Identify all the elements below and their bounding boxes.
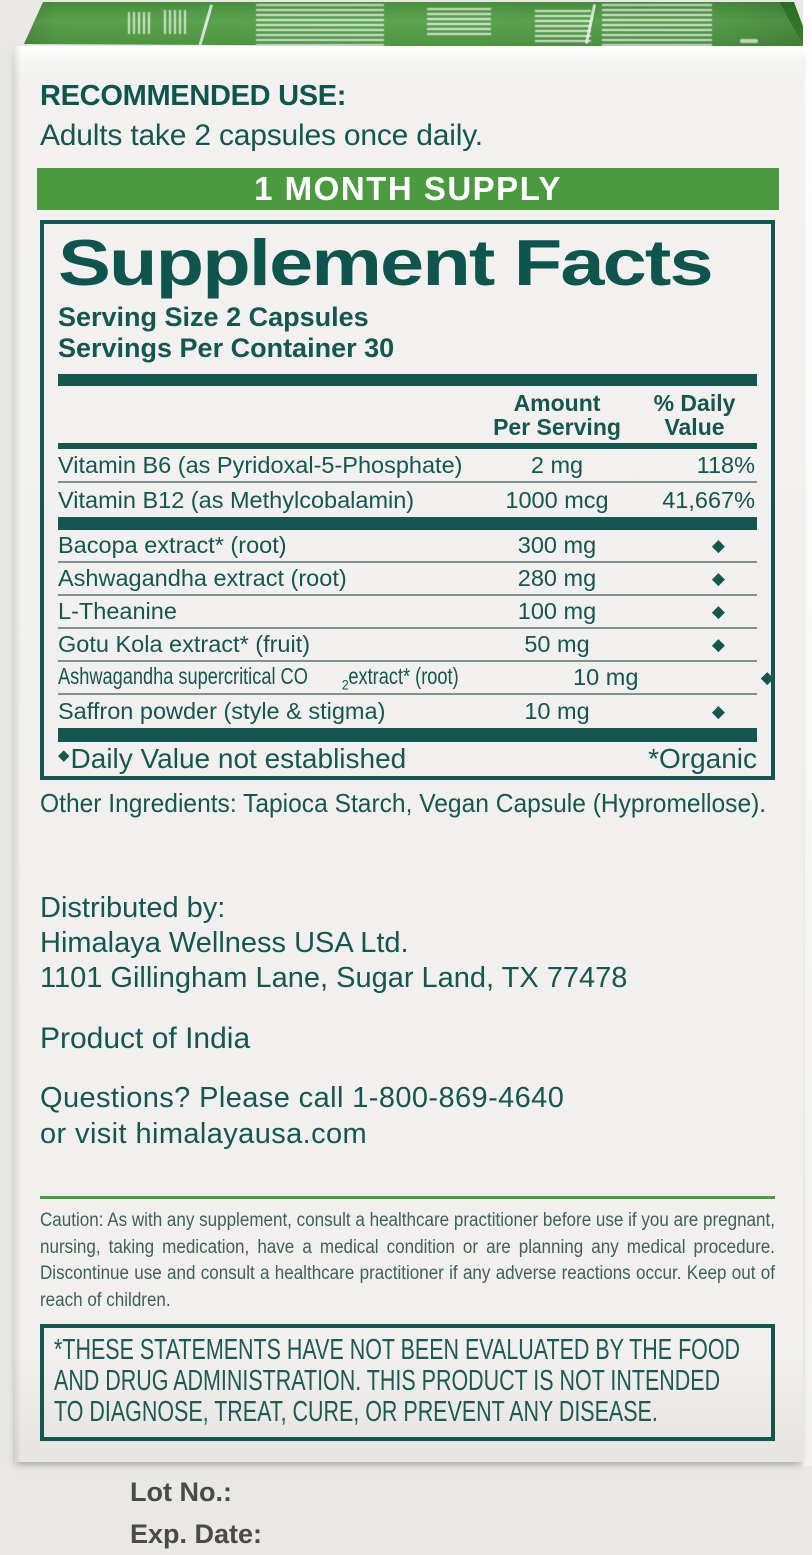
box-top-flap xyxy=(0,0,812,52)
distributor-block xyxy=(40,891,775,996)
servings-per-container: Servings Per Container 30 xyxy=(58,333,395,363)
flap-print-decoration xyxy=(128,12,152,34)
diamond-icon: ◆ xyxy=(711,701,725,721)
lot-number-label: Lot No.: xyxy=(130,1477,232,1507)
diamond-icon: ◆ xyxy=(711,634,725,654)
table-footnote: ◆Daily Value not established *Organic xyxy=(58,743,757,774)
box-right-edge xyxy=(803,0,812,1466)
flap-print-decoration xyxy=(740,39,758,43)
serving-size: Serving Size 2 Capsules xyxy=(58,302,369,332)
fda-disclaimer-box: *THESE STATEMENTS HAVE NOT BEEN EVALUATED BY THE FOOD AND DRUG ADMINISTRATION. THIS PRODUCT IS NOT INTENDED TO DIAGNOSE, TREAT, CURE, OR PREVENT ANY DISEASE. xyxy=(40,1324,775,1441)
divider-bar xyxy=(58,728,757,742)
flap-divider-line xyxy=(198,4,213,47)
flap-print-decoration xyxy=(427,8,491,36)
flap-print-decoration xyxy=(164,10,188,34)
box-back-face xyxy=(13,46,803,1549)
diamond-icon: ◆ xyxy=(760,667,774,687)
table-row: Vitamin B6 (as Pyridoxal-5-Phosphate) 2 mg 118% xyxy=(58,449,757,483)
diamond-icon: ◆ xyxy=(711,568,725,588)
caution-text: Caution: As with any supplement, consult a healthcare practitioner before use if you are pregnant, nursing, taking medication, have a medical condition or are planning any medical procedure. Discontinue use and consult a healthcare practitioner if any adverse reactions occur. Keep out of reach of children. xyxy=(40,1210,775,1311)
daily-value-column-header: % Daily Value xyxy=(653,390,736,440)
diamond-icon: ◆ xyxy=(58,747,70,764)
flap-print-decoration xyxy=(602,4,712,46)
table-row: Ashwagandha extract (root) 280 mg ◆ xyxy=(58,563,757,596)
other-ingredients: Other Ingredients: Tapioca Starch, Vegan Capsule (Hypromellose). xyxy=(40,788,767,818)
distributor-name: Himalaya Wellness USA Ltd. xyxy=(40,927,409,959)
flap-divider-line xyxy=(585,4,596,44)
amount-column-header: Amount Per Serving xyxy=(493,390,621,440)
flap-print-decoration xyxy=(256,4,384,48)
recommended-use-text: Adults take 2 capsules once daily. xyxy=(40,119,483,152)
supplement-facts-panel xyxy=(40,220,775,780)
box-top-flap-face xyxy=(0,0,812,52)
diamond-icon: ◆ xyxy=(711,601,725,621)
diamond-icon: ◆ xyxy=(711,535,725,555)
table-row: Bacopa extract* (root) 300 mg ◆ xyxy=(58,530,757,563)
contact-block xyxy=(40,1080,775,1152)
green-divider-line xyxy=(40,1196,775,1199)
lot-exp-block xyxy=(130,1471,775,1555)
recommended-use-heading: RECOMMENDED USE: xyxy=(40,80,347,112)
product-of-india: Product of India xyxy=(40,1022,251,1055)
divider-bar xyxy=(58,374,757,386)
table-row: Saffron powder (style & stigma) 10 mg ◆ xyxy=(58,695,757,728)
contact-website: or visit himalayausa.com xyxy=(40,1118,368,1150)
contact-phone: Questions? Please call 1-800-869-4640 xyxy=(40,1082,565,1114)
organic-note: *Organic xyxy=(648,743,757,774)
exp-date-label: Exp. Date: xyxy=(130,1519,263,1549)
table-header xyxy=(58,386,757,443)
divider-bar xyxy=(58,517,757,530)
table-row: Ashwagandha supercritical CO $_2$extract* (root) 10 mg ◆ xyxy=(58,662,757,695)
supplement-facts-title: Supplement Facts xyxy=(58,226,712,299)
month-supply-banner: 1 MONTH SUPPLY xyxy=(37,168,779,210)
table-row: Vitamin B12 (as Methylcobalamin) 1000 mcg 41,667% xyxy=(58,486,755,513)
distributed-by-label: Distributed by: xyxy=(40,892,226,924)
distributor-address: 1101 Gillingham Lane, Sugar Land, TX 77478 xyxy=(40,962,628,994)
table-row: L-Theanine 100 mg ◆ xyxy=(58,596,757,629)
table-row: Gotu Kola extract* (fruit) 50 mg ◆ xyxy=(58,629,757,662)
flap-print-decoration xyxy=(535,10,591,42)
